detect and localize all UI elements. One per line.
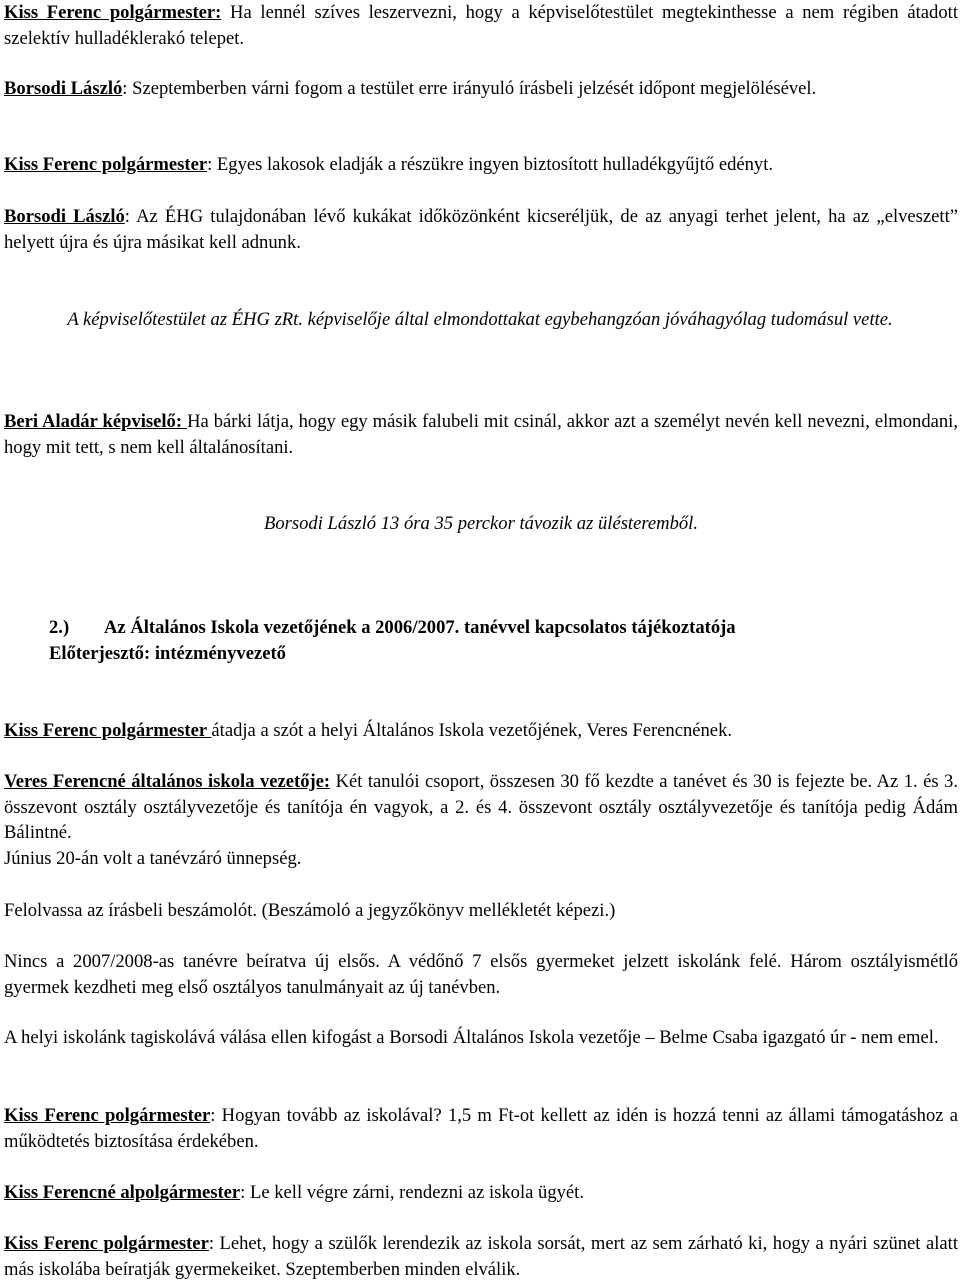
paragraph-text: Ha bárki látja, hogy egy másik falubeli mit csinál, akkor azt a személyt nevén kell nevezni, elmondani, hogy mit tett, s nem kell általánosítani. bbox=[4, 411, 958, 458]
agenda-item bbox=[4, 615, 960, 666]
paragraph-mayor-parents bbox=[4, 1231, 958, 1282]
paragraph-borsodi-september bbox=[4, 76, 958, 102]
speaker-name: Kiss Ferencné alpolgármester bbox=[4, 1182, 241, 1203]
paragraph-text: : Le kell végre zárni, rendezni az iskola ügyét. bbox=[240, 1182, 584, 1203]
speaker-name: Kiss Ferenc polgármester bbox=[4, 1233, 209, 1254]
paragraph-mayor-bins bbox=[4, 152, 958, 178]
speaker-name: Kiss Ferenc polgármester bbox=[4, 720, 212, 741]
paragraph-text: Ha lennél szíves leszervezni, hogy a képviselőtestület megtekinthesse a nem régiben átadott szelektív hulladéklerakó telepet. bbox=[4, 2, 958, 49]
paragraph-text: Két tanulói csoport, összesen 30 fő kezdte a tanévet és 30 is fejezte be. Az 1. és 3. összevont osztály osztályvezetője és tanítója én vagyok, a 2. és 4. összevont osztály osztályvezetője és tanítója pedig Ádám Bálintné. bbox=[4, 771, 958, 843]
paragraph-reading: Felolvassa az írásbeli beszámolót. (Beszámoló a jegyzőkönyv mellékletét képezi.) bbox=[4, 900, 616, 921]
paragraph-text: : Az ÉHG tulajdonában lévő kukákat időközönként kicseréljük, de az anyagi terhet jelent, ha az „elveszett” helyett újra és újra másikat kell adnunk. bbox=[4, 206, 958, 253]
paragraph-text: átadja a szót a helyi Általános Iskola vezetőjének, Veres Ferencnének. bbox=[211, 720, 733, 741]
paragraph-mayor-visit bbox=[4, 0, 958, 51]
paragraph-text: : Egyes lakosok eladják a részükre ingyen biztosított hulladékgyűjtő edényt. bbox=[207, 154, 774, 175]
speaker-name: Kiss Ferenc polgármester bbox=[4, 1105, 211, 1126]
paragraph-beri bbox=[4, 409, 958, 460]
paragraph-enrollment: Nincs a 2007/2008-as tanévre beíratva új elsős. A védőnő 7 elsős gyermeket jelzett iskolánk felé. Három osztályismétlő gyermek kezdheti meg első osztályos tanulmányait az új tanévben. bbox=[4, 951, 958, 998]
paragraph-text: : Szeptemberben várni fogom a testület erre irányuló írásbeli jelzését időpont megjelölésével. bbox=[122, 78, 817, 99]
paragraph-member-school: A helyi iskolánk tagiskolává válása ellen kifogást a Borsodi Általános Iskola vezetője – Belme Csaba igazgató úr - nem emel. bbox=[4, 1027, 939, 1048]
paragraph-mayor-funding bbox=[4, 1103, 958, 1154]
speaker-name: Borsodi László bbox=[4, 78, 123, 99]
speaker-name: Kiss Ferenc polgármester bbox=[4, 154, 208, 175]
paragraph-text: : Lehet, hogy a szülők lerendezik az iskola sorsát, mert az sem zárható ki, hogy a nyári szünet alatt más iskolába beíratják gyermekeiket. Szeptemberben minden elválik. bbox=[4, 1233, 958, 1280]
departure-note: Borsodi László 13 óra 35 perckor távozik az ülésteremből. bbox=[263, 513, 698, 534]
paragraph-veres-report bbox=[4, 769, 958, 871]
agenda-number: 2.) bbox=[49, 617, 70, 638]
paragraph-borsodi-bins bbox=[4, 204, 958, 255]
speaker-name: Veres Ferencné általános iskola vezetője: bbox=[4, 771, 331, 792]
speaker-name: Borsodi László bbox=[4, 206, 125, 227]
paragraph-text-continued: Június 20-án volt a tanévzáró ünnepség. bbox=[4, 847, 302, 869]
speaker-name: Kiss Ferenc polgármester: bbox=[4, 2, 222, 23]
speaker-name: Beri Aladár képviselő: bbox=[4, 411, 188, 432]
paragraph-text: : Hogyan tovább az iskolával? 1,5 m Ft-ot kellett az idén is hozzá tenni az állami támogatáshoz a működtetés biztosítása érdekében. bbox=[4, 1105, 958, 1152]
paragraph-deputy-mayor bbox=[4, 1180, 958, 1206]
paragraph-mayor-handover bbox=[4, 718, 958, 744]
agenda-presenter: Előterjesztő: intézményvezető bbox=[49, 642, 286, 664]
agenda-title: Az Általános Iskola vezetőjének a 2006/2007. tanévvel kapcsolatos tájékoztatója bbox=[104, 617, 736, 638]
resolution-note: A képviselőtestület az ÉHG zRt. képviselője által elmondottakat egybehangzóan jóváhagyólag tudomásul vette. bbox=[67, 309, 893, 330]
